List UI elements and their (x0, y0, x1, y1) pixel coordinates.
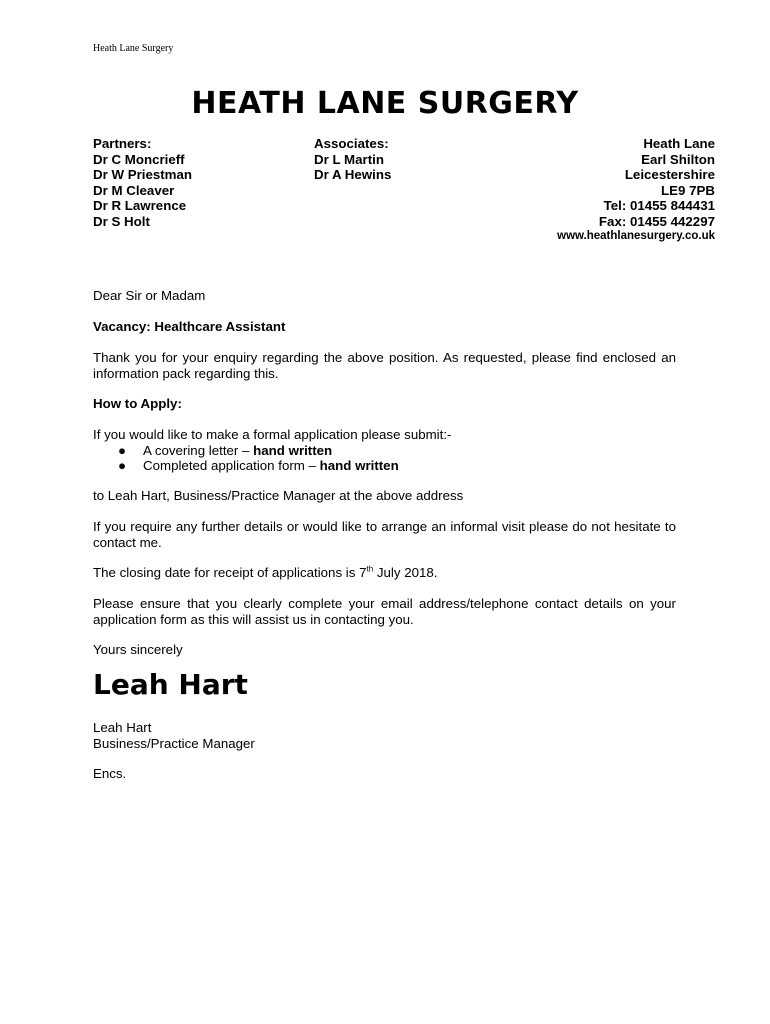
telephone: Tel: 01455 844431 (603, 198, 715, 213)
further-details-paragraph: If you require any further details or would like to arrange an informal visit please do not hesitate to contact me. (93, 519, 676, 550)
signer-block (93, 720, 676, 751)
ensure-paragraph: Please ensure that you clearly complete your email address/telephone contact details on your application form as this will assist us in contacting you. (93, 596, 676, 627)
running-header: Heath Lane Surgery (93, 43, 174, 54)
list-item (93, 443, 676, 459)
address-postcode: LE9 7PB (661, 182, 715, 198)
signer-name: Leah Hart (93, 720, 152, 735)
sign-off: Yours sincerely (93, 642, 183, 657)
address-line: Heath Lane (643, 136, 715, 151)
page-title: HEATH LANE SURGERY (191, 86, 579, 121)
associates-block (314, 136, 391, 183)
signer-title: Business/Practice Manager (93, 735, 255, 751)
salutation: Dear Sir or Madam (93, 288, 206, 303)
send-to-paragraph: to Leah Hart, Business/Practice Manager at the above address (93, 488, 464, 503)
address-line: Leicestershire (624, 167, 715, 182)
associates-heading: Associates: (314, 136, 389, 151)
closing-date-paragraph (93, 565, 676, 581)
list-item-emphasis: hand written (319, 458, 399, 473)
list-item-text: Completed application form – (143, 458, 320, 473)
requirements-list (93, 443, 676, 474)
partner-name: Dr M Cleaver (93, 182, 175, 198)
partner-name: Dr S Holt (93, 213, 150, 229)
apply-intro: If you would like to make a formal application please submit:- (93, 427, 452, 442)
closing-date-prefix: The closing date for receipt of applications is 7 (93, 565, 367, 580)
subject-line: Vacancy: Healthcare Assistant (93, 319, 286, 334)
partner-name: Dr C Moncrieff (93, 151, 185, 167)
bullet-icon: ● (118, 458, 127, 473)
partner-name: Dr W Priestman (93, 167, 193, 182)
website-link[interactable]: www.heathlanesurgery.co.uk (557, 230, 715, 242)
signature: Leah Hart (93, 668, 248, 701)
list-item-text: A covering letter – (143, 442, 254, 458)
closing-date-ordinal: th (366, 564, 374, 574)
list-item (93, 458, 676, 474)
enclosures: Encs. (93, 766, 127, 781)
address-block (557, 136, 715, 245)
apply-section (93, 427, 676, 474)
bullet-icon: ● (118, 442, 127, 458)
address-line: Earl Shilton (641, 151, 715, 167)
partner-name: Dr R Lawrence (93, 198, 187, 213)
partners-block (93, 136, 192, 229)
how-to-apply-heading: How to Apply: (93, 396, 182, 411)
fax: Fax: 01455 442297 (598, 213, 715, 229)
list-item-emphasis: hand written (253, 442, 333, 458)
partners-heading: Partners: (93, 136, 152, 151)
associate-name: Dr A Hewins (314, 167, 392, 182)
associate-name: Dr L Martin (314, 151, 384, 167)
closing-date-suffix: July 2018. (373, 565, 438, 580)
intro-paragraph: Thank you for your enquiry regarding the above position. As requested, please find enclosed an information pack regarding this. (93, 350, 676, 381)
